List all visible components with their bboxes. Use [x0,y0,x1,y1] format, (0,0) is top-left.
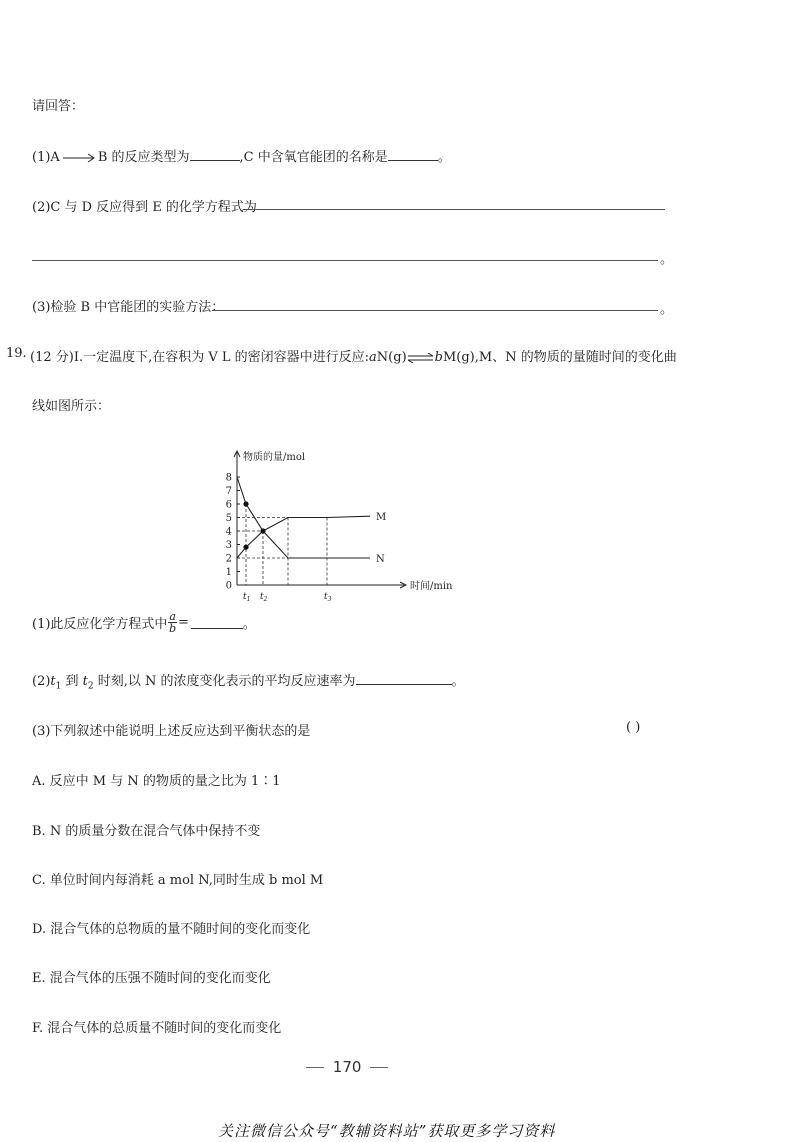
data-point [243,501,248,506]
page-number [306,1058,388,1076]
sq1-end: 。 [242,616,256,632]
q1-part1: (1)A [32,150,60,165]
t2-subscript: 2 [87,681,94,692]
page-number-text: 170 [332,1058,362,1076]
answer-line[interactable] [212,310,658,311]
intro-text: 请回答： [32,99,85,114]
sq2-end: 。 [451,674,465,689]
problem-19-line-1 [30,346,677,365]
question-1 [32,146,451,165]
period-mark: 。 [660,302,674,317]
answer-line[interactable] [243,209,665,210]
sub-question-3: (3)下列叙述中能说明上述反应达到平衡状态的是 [32,724,311,739]
sq1-equals: = [177,614,189,630]
q1-part2: B 的反应类型为 [97,150,190,165]
y-tick-label: 2 [225,553,232,565]
answer-blank[interactable] [190,148,240,161]
problem-intro-cont: ,M、N 的物质的量随时间的变化曲 [474,350,677,365]
reaction-arrow-icon [61,153,97,163]
sq2-mid: 到 [61,674,83,689]
y-tick-label: 4 [225,526,232,538]
sub-question-2 [32,670,465,692]
amount-time-chart [222,446,482,606]
answer-blank[interactable] [356,672,452,685]
option-b[interactable]: B. N 的质量分数在混合气体中保持不变 [32,824,261,839]
x-axis-label: 时间/min [410,581,453,592]
q1-part4: 。 [437,150,451,165]
sq1-text: (1)此反应化学方程式中 [32,616,168,632]
problem-intro: (12 分)Ⅰ.一定温度下,在容积为 V L 的密闭容器中进行反应: [30,350,370,365]
option-d[interactable]: D. 混合气体的总物质的量不随时间的变化而变化 [32,922,311,937]
y-tick-label: 1 [225,567,232,578]
question-2: (2)C 与 D 反应得到 E 的化学方程式为 [32,200,257,215]
x-tick-label: $t_1$ [243,592,251,603]
y-axis-label: 物质的量/mol [243,452,306,463]
y-tick-label: 8 [225,472,232,484]
answer-parentheses[interactable]: ( ) [626,720,641,735]
t2-symbol: t [82,674,88,689]
problem-19-line-2: 线如图所示： [32,399,111,414]
answer-line[interactable] [32,260,658,261]
period-mark: 。 [660,252,674,267]
y-tick-label: 5 [225,513,232,524]
x-tick-label: $t_3$ [324,592,332,603]
option-c[interactable]: C. 单位时间内每消耗 a mol N,同时生成 b mol M [32,873,324,888]
sub-question-1 [32,610,256,634]
species-n: N(g) [376,350,407,365]
y-tick-label: 3 [225,540,232,551]
question-3: (3)检验 B 中官能团的实验方法： [32,300,225,315]
answer-blank[interactable] [388,148,438,161]
fraction-numerator: a [169,609,176,623]
x-tick-label: $t_2$ [260,592,268,603]
q1-part3: ,C 中含氧官能团的名称是 [239,150,388,165]
t1-subscript: 1 [55,681,62,692]
species-m: M(g) [442,350,475,365]
answer-blank[interactable] [191,616,243,629]
y-tick-label: 7 [225,486,232,497]
option-e[interactable]: E. 混合气体的压强不随时间的变化而变化 [32,971,271,986]
data-point [260,528,265,533]
coef-b: b [434,350,443,365]
t1-symbol: t [50,674,56,689]
problem-number: 19. [6,346,27,361]
dash-left [306,1067,324,1068]
series-label-M: M [376,512,387,524]
sq2-num: (2) [32,674,51,689]
equilibrium-arrow-icon [407,353,435,363]
data-point [243,545,248,550]
series-line-M [237,516,370,558]
option-f[interactable]: F. 混合气体的总质量不随时间的变化而变化 [32,1021,282,1036]
option-a[interactable]: A. 反应中 M 与 N 的物质的量之比为 1∶1 [32,774,281,789]
coef-a: a [369,350,377,365]
sq2-text: 时刻,以 N 的浓度变化表示的平均反应速率为 [93,674,356,689]
dash-right [370,1067,388,1068]
footer-watermark: 关注微信公众号“教辅资料站”获取更多学习资料 [218,1122,556,1140]
fraction-denominator: b [169,621,177,635]
fraction-a-over-b [168,611,177,634]
series-label-N: N [376,554,385,565]
y-tick-label: 6 [225,499,232,511]
y-tick-label: 0 [225,580,232,592]
